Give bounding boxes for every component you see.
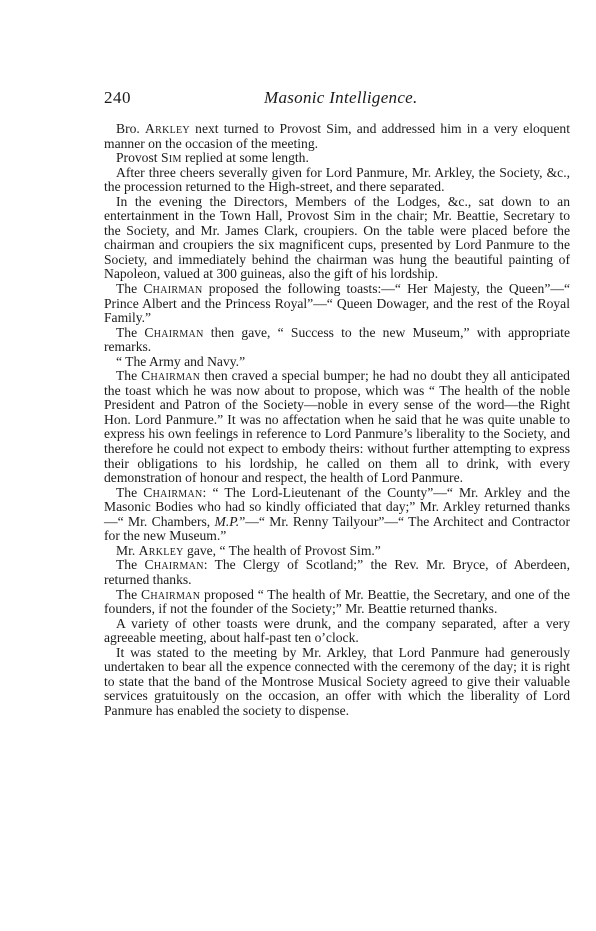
small-caps-name: Chairman (141, 368, 201, 384)
paragraph (104, 558, 570, 587)
paragraph (104, 326, 570, 355)
text-run: next turned to Provost Sim, and addressed him in a very eloquent manner on the occasion of the meeting. (104, 121, 570, 151)
text-run: : “ The Lord-Lieutenant of the County”—“ Mr. Arkley and the Masonic Bodies who had so kindly officiated that day;” Mr. Arkley returned thanks—“ Mr. Chambers, (104, 484, 570, 529)
page-header (104, 88, 568, 112)
text-run: The (116, 586, 141, 602)
text-run: A variety of other toasts were drunk, and the company separated, after a very agreeable meeting, about half-past ten o’clock. (104, 615, 570, 646)
text-run: Bro. (116, 121, 145, 136)
small-caps-name: Chairman (140, 586, 201, 602)
text-run: gave, “ The health of Provost Sim.” (183, 542, 381, 558)
text-run: The (116, 368, 142, 384)
text-run: proposed the following toasts:—“ Her Majesty, the Queen”—“ Prince Albert and the Princess Royal”—“ Queen Dowager, and the rest of the Royal Family.” (104, 281, 570, 326)
small-caps-name: Chairman (144, 557, 204, 573)
text-run: In the evening the Directors, Members of the Lodges, &c., sat down to an entertainment in the Town Hall, Provost Sim in the chair; Mr. Beattie, Secretary to the Society, and Mr. James Clark, croupiers. On the table were placed before the chairman and croupiers the six magnificent cups, presented by Lord Panmure to the Society, and immediately behind the chairman was hung the beautiful painting of Napoleon, valued at 300 guineas, also the gift of his lordship. (104, 193, 570, 282)
paragraph (104, 166, 570, 195)
small-caps-name: Chairman (144, 324, 204, 340)
paragraph (104, 151, 570, 166)
small-caps-name: Arkley (138, 542, 184, 558)
text-run: : The Clergy of Scotland;” the Rev. Mr. Bryce, of Aberdeen, returned thanks. (104, 557, 570, 587)
paragraph (104, 282, 570, 326)
text-run: replied at some length. (181, 150, 309, 166)
paragraph (104, 486, 570, 544)
text-run: ”—“ Mr. Renny Tailyour”—“ The Architect and Contractor for the new Museum.” (104, 513, 570, 544)
running-title: Masonic Intelligence. (264, 88, 418, 107)
text-run: Mr. (116, 542, 139, 558)
small-caps-name: Chairman (143, 484, 203, 500)
text-run: then gave, “ Success to the new Museum,” with appropriate remarks. (104, 324, 570, 355)
text-run: then craved a special bumper; he had no doubt they all anticipated the toast which he was now about to propose, which was “ The health of the noble President and Patron of the Society—noble in every sense of the word—the Right Hon. Lord Panmure.” It was no affectation when he said that he was quite unable to express his own feelings in reference to Lord Panmure’s liberality to the Society, and therefore he could not expect to embody theirs: without further attempting to express their obligations to his lordship, he called on them all to drink, with every demonstration of honour and respect, the health of Lord Panmure. (104, 368, 570, 486)
body-text (104, 122, 570, 718)
paragraph (104, 355, 570, 370)
small-caps-name: Chairman (143, 281, 203, 297)
small-caps-name: Arkley (145, 121, 190, 136)
text-run: The (116, 484, 144, 500)
paragraph (104, 588, 570, 617)
text-run: After three cheers severally given for Lord Panmure, Mr. Arkley, the Society, &c., the procession returned to the High-street, and there separated. (104, 164, 570, 195)
text-run: The (116, 324, 145, 340)
text-run: Provost (116, 150, 161, 166)
text-run: It was stated to the meeting by Mr. Arkley, that Lord Panmure had generously undertaken to bear all the expence connected with the ceremony of the day; it is right to state that the band of the Montrose Musical Society agreed to give their valuable services gratuitously on the occasion, an offer with which the liberality of Lord Panmure has enabled the society to dispense. (104, 644, 570, 718)
paragraph (104, 122, 570, 151)
paragraph (104, 544, 570, 559)
text-run: The (116, 281, 144, 297)
paragraph (104, 646, 570, 719)
page-number: 240 (104, 88, 131, 107)
italic-text: M.P. (214, 513, 240, 529)
paragraph (104, 369, 570, 485)
text-run: proposed “ The health of Mr. Beattie, the Secretary, and one of the founders, if not the founder of the Society;” Mr. Beattie returned thanks. (104, 586, 570, 617)
paragraph (104, 617, 570, 646)
text-run: The (116, 557, 145, 573)
text-run: “ The Army and Navy.” (116, 353, 246, 369)
paragraph (104, 195, 570, 282)
small-caps-name: Sim (160, 150, 182, 166)
